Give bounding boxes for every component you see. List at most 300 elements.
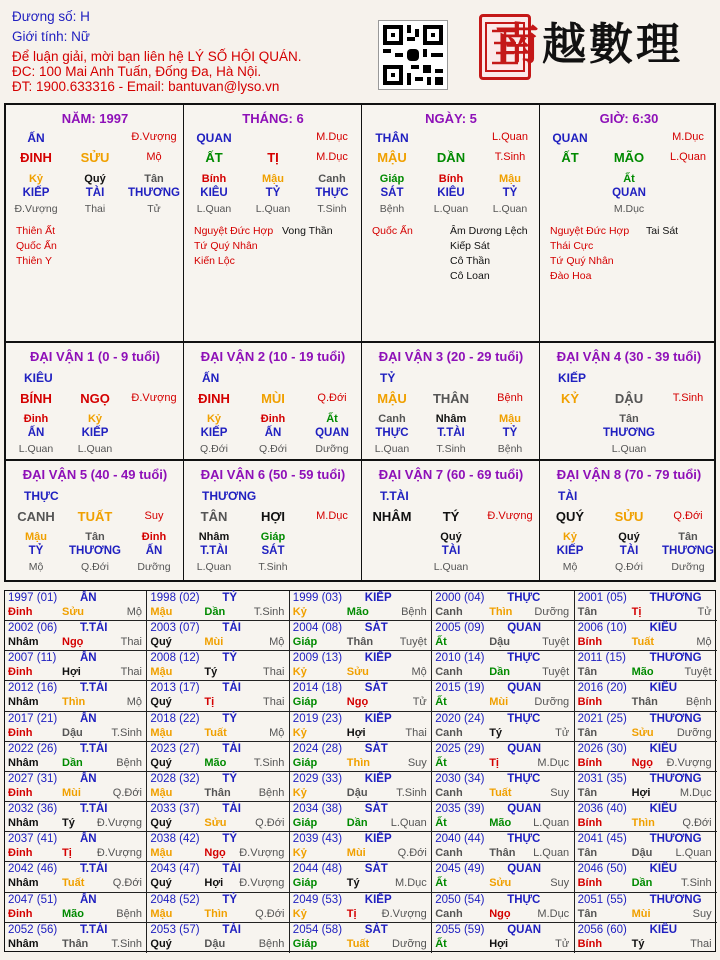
hidden-stem: Quý — [618, 531, 640, 543]
hidden-stage: Q.Đới — [200, 443, 228, 455]
hidden-stem: Tân — [85, 531, 105, 543]
year-label — [577, 682, 678, 695]
year-stage: M.Dục — [537, 907, 570, 920]
year-stem: Ất — [435, 817, 447, 830]
year-branch: Tý — [489, 726, 503, 739]
pillar-cell — [540, 105, 718, 341]
year-stem: Ất — [435, 696, 447, 709]
year-label — [150, 863, 241, 876]
year-index: 2028 (32) — [150, 772, 200, 785]
year-stem: Giáp — [292, 877, 318, 890]
year-branch: Tý — [631, 937, 645, 950]
year-stage: T.Sinh — [111, 937, 142, 950]
year-stage: T.Sinh — [681, 877, 712, 890]
year-label — [435, 682, 542, 695]
year-branch: Dậu — [204, 937, 226, 950]
annual-cell — [147, 923, 289, 953]
year-stem: Mậu — [150, 786, 173, 799]
year-label — [292, 652, 392, 665]
year-stage: Dưỡng — [676, 726, 712, 739]
column-title: THÁNG: 6 — [242, 111, 304, 126]
stem-god: T.TÀI — [380, 489, 409, 503]
annual-cell — [290, 923, 432, 953]
contact-address: ĐC: 100 Mai Anh Tuấn, Đống Đa, Hà Nội. — [12, 64, 262, 79]
year-index: 2027 (31) — [8, 772, 58, 785]
year-stage: Mộ — [411, 666, 427, 679]
year-branch: Tị — [631, 606, 642, 618]
hidden-stage: L.Quan — [492, 203, 528, 215]
year-index: 2015 (19) — [435, 682, 485, 695]
stem-god: THƯƠNG — [202, 489, 257, 503]
hidden-stem: Tân — [619, 413, 639, 425]
year-stem: Đinh — [8, 726, 33, 739]
hidden-stem: Giáp — [260, 531, 286, 543]
year-stem: Bính — [577, 636, 603, 649]
heavenly-stem: KỶ — [560, 391, 580, 406]
year-branch: Dậu — [346, 786, 368, 799]
year-stem: Nhâm — [8, 877, 39, 890]
year-god: SÁT — [364, 863, 388, 876]
year-god: TỶ — [222, 592, 238, 604]
dai-van-cell — [184, 461, 362, 580]
earthly-branch: TUẤT — [77, 509, 113, 524]
annual-cell — [575, 621, 717, 651]
year-index: 2012 (16) — [8, 682, 58, 695]
hidden-god: KIẾP — [200, 427, 228, 439]
year-stage: L.Quan — [675, 847, 712, 860]
year-stem: Bính — [577, 817, 603, 830]
year-branch: Dậu — [62, 726, 83, 739]
earthly-branch: NGỌ — [80, 391, 110, 406]
annual-cell — [432, 621, 574, 651]
year-stem: Canh — [435, 847, 463, 860]
year-label — [577, 622, 678, 635]
hidden-god: THƯƠNG — [662, 545, 714, 557]
year-label — [292, 803, 388, 816]
year-stage: Bệnh — [401, 606, 427, 618]
hidden-god: TỶ — [502, 427, 518, 439]
heavenly-stem: ẤT — [205, 150, 223, 165]
annual-cell — [5, 712, 147, 742]
annual-cell — [290, 681, 432, 711]
person-gender: Giới tính: Nữ — [12, 29, 90, 44]
year-label — [435, 923, 542, 936]
contact-phone-email[interactable]: ĐT: 1900.633316 - Email: bantuvan@lyso.vn — [12, 79, 280, 94]
annual-cell — [147, 651, 289, 681]
annual-cell — [575, 742, 717, 772]
year-label — [150, 682, 241, 695]
year-index: 2044 (48) — [292, 863, 343, 876]
hidden-god: SÁT — [261, 545, 285, 557]
hidden-stem: Nhâm — [435, 413, 467, 425]
year-stem: Canh — [435, 726, 463, 739]
hidden-stem: Kỷ — [87, 413, 103, 425]
year-stem: Mậu — [150, 907, 173, 920]
year-god: SÁT — [364, 803, 388, 816]
year-index: 2053 (57) — [150, 923, 200, 936]
dai-van-cell — [184, 343, 362, 459]
hidden-stage: Q.Đới — [615, 561, 643, 573]
year-index: 2020 (24) — [435, 712, 485, 725]
annual-cell — [147, 591, 289, 621]
year-branch: Mão — [631, 666, 654, 679]
year-god: ẤN — [80, 712, 97, 725]
year-stage: Thai — [120, 666, 142, 679]
annual-cell — [290, 712, 432, 742]
year-stem: Tân — [577, 726, 598, 739]
star-name: Thiên Ất — [16, 225, 56, 237]
year-god: SÁT — [364, 622, 388, 635]
year-stage: Thai — [405, 726, 427, 739]
year-branch: Tý — [346, 877, 360, 890]
annual-cell — [147, 862, 289, 892]
year-index: 2024 (28) — [292, 742, 343, 755]
year-stem: Giáp — [292, 817, 318, 830]
year-index: 2043 (47) — [150, 863, 200, 876]
annual-cell — [147, 712, 289, 742]
year-branch: Mão — [346, 606, 369, 618]
year-god: ẤN — [80, 772, 97, 785]
annual-cell — [5, 832, 147, 862]
year-branch: Thìn — [62, 696, 86, 709]
annual-cell — [147, 621, 289, 651]
year-index: 2029 (33) — [292, 772, 343, 785]
year-stem: Tân — [577, 666, 598, 679]
qr-code-icon[interactable] — [378, 20, 448, 90]
pillar-cell — [362, 105, 540, 341]
year-stage: Tuyệt — [399, 636, 427, 649]
hidden-stage: Thai — [84, 203, 106, 215]
year-branch: Tuất — [631, 636, 654, 649]
heavenly-stem: MẬU — [377, 391, 407, 406]
year-label — [150, 772, 238, 785]
year-stem: Ất — [435, 937, 447, 950]
hidden-god: THỰC — [315, 187, 349, 199]
year-stem: Nhâm — [8, 636, 39, 649]
star-name: Tứ Quý Nhân — [550, 255, 614, 267]
annual-cell — [5, 591, 147, 621]
star-name: Kiến Lộc — [194, 255, 235, 267]
dai-van-cell — [362, 343, 540, 459]
year-branch: Hợi — [62, 666, 81, 679]
annual-cell — [575, 802, 717, 832]
year-stem: Kỷ — [292, 907, 307, 920]
year-stem: Quý — [150, 937, 172, 950]
year-stage: Đ.Vượng — [239, 847, 285, 860]
hidden-stage: Bệnh — [379, 203, 405, 215]
annual-cell — [290, 802, 432, 832]
year-branch: Sửu — [489, 877, 512, 890]
column-title: ĐẠI VẬN 1 (0 - 9 tuổi) — [29, 349, 161, 364]
year-label — [577, 592, 702, 604]
year-index: 2033 (37) — [150, 803, 200, 816]
hidden-god: T.TÀI — [200, 545, 228, 557]
stem-god: THÂN — [375, 131, 409, 145]
annual-cell — [432, 802, 574, 832]
year-god: THƯƠNG — [649, 652, 702, 665]
year-god: T.TÀI — [80, 923, 108, 936]
year-index: 2013 (17) — [150, 682, 200, 695]
year-god: TÀI — [222, 682, 241, 695]
hidden-god: TỶ — [502, 187, 518, 199]
year-stage: Thai — [120, 636, 142, 649]
hidden-stage: Q.Đới — [81, 561, 109, 573]
stem-god: TÀI — [558, 489, 578, 503]
year-index: 1999 (03) — [292, 592, 343, 604]
year-god: THƯƠNG — [649, 833, 702, 846]
year-stem: Quý — [150, 636, 172, 649]
year-stem: Giáp — [292, 756, 318, 769]
annual-cell — [575, 832, 717, 862]
year-stage: Suy — [692, 907, 712, 920]
star-name: Nguyệt Đức Hợp — [550, 225, 630, 237]
life-stage: M.Dục — [316, 510, 348, 522]
year-stem: Nhâm — [8, 756, 39, 769]
heavenly-stem: BÍNH — [20, 391, 52, 406]
year-stem: Giáp — [292, 696, 318, 709]
year-god: QUAN — [507, 682, 542, 695]
life-stage: Q.Đới — [673, 510, 703, 522]
year-index: 2007 (11) — [8, 652, 57, 665]
year-stage: Tuyệt — [684, 666, 712, 679]
hidden-stem: Mậu — [499, 413, 521, 425]
year-label — [292, 893, 392, 906]
star-name: Vong Thần — [282, 225, 333, 237]
annual-cell — [290, 742, 432, 772]
year-branch: Dậu — [489, 636, 510, 649]
year-branch: Mão — [489, 817, 512, 830]
year-branch: Tý — [204, 666, 218, 679]
hidden-stage: M.Dục — [613, 203, 645, 215]
year-label — [577, 923, 678, 936]
year-index: 2004 (08) — [292, 622, 343, 635]
life-stage: Mộ — [146, 151, 162, 163]
year-index: 2017 (21) — [8, 712, 58, 725]
year-label — [577, 772, 702, 785]
year-label — [435, 893, 541, 906]
year-stage: Q.Đới — [255, 907, 285, 920]
annual-cell — [290, 893, 432, 923]
year-god: SÁT — [364, 923, 388, 936]
year-label — [435, 742, 542, 755]
year-stage: Q.Đới — [682, 817, 712, 830]
year-index: 2032 (36) — [8, 803, 58, 816]
year-branch: Mão — [204, 756, 227, 769]
star-name: Nguyệt Đức Hợp — [194, 225, 274, 237]
annual-cell — [5, 802, 147, 832]
column-title: ĐẠI VẬN 6 (50 - 59 tuổi) — [200, 467, 346, 482]
hidden-stage: L.Quan — [374, 443, 410, 455]
hidden-god: KIẾP — [22, 187, 50, 199]
year-label — [435, 863, 542, 876]
year-label — [435, 803, 542, 816]
hidden-stage: Đ.Vượng — [14, 203, 58, 215]
year-branch: Hợi — [204, 877, 224, 890]
year-index: 2052 (56) — [8, 923, 58, 936]
year-stage: Mộ — [269, 726, 285, 739]
hidden-stage: L.Quan — [255, 203, 291, 215]
annual-cell — [575, 923, 717, 953]
year-god: KIÊU — [649, 803, 678, 816]
hidden-stem: Mậu — [262, 173, 284, 185]
hidden-god: THƯƠNG — [69, 545, 121, 557]
year-stage: Thai — [690, 937, 712, 950]
year-stem: Kỷ — [292, 726, 307, 739]
year-index: 2038 (42) — [150, 833, 200, 846]
year-god: QUAN — [507, 923, 542, 936]
year-god: T.TÀI — [80, 803, 108, 816]
year-stem: Canh — [435, 606, 463, 618]
annual-cell — [575, 651, 717, 681]
year-label — [577, 652, 702, 665]
year-branch: Dần — [631, 877, 653, 890]
year-label — [150, 592, 238, 604]
year-stage: Mộ — [269, 636, 285, 649]
hidden-god: KIẾP — [556, 545, 584, 557]
year-branch: Tị — [62, 847, 72, 860]
hidden-stem: Tân — [678, 531, 698, 543]
life-stage: Suy — [144, 510, 164, 522]
year-stage: T.Sinh — [253, 756, 285, 769]
hidden-stem: Ất — [326, 413, 338, 425]
year-stage: Q.Đới — [112, 877, 142, 890]
branch-god: M.Dục — [672, 131, 704, 143]
annual-cell — [147, 772, 289, 802]
hidden-stage: L.Quan — [433, 561, 469, 573]
year-stage: Tử — [555, 726, 570, 739]
year-label — [577, 742, 678, 755]
life-stage: T.Sinh — [672, 392, 704, 404]
hidden-god: ẤN — [145, 545, 163, 557]
year-index: 2014 (18) — [292, 682, 343, 695]
year-index: 1997 (01) — [8, 592, 58, 604]
year-god: T.TÀI — [80, 863, 108, 876]
year-label — [577, 863, 678, 876]
star-name: Thái Cực — [550, 240, 594, 252]
year-stage: Q.Đới — [255, 817, 285, 830]
year-branch: Thân — [204, 786, 231, 799]
earthly-branch: MÃO — [613, 150, 645, 165]
star-name: Cô Loan — [450, 270, 490, 282]
year-god: T.TÀI — [80, 622, 108, 635]
hidden-god: TỶ — [28, 545, 44, 557]
star-name: Âm Dương Lệch — [450, 225, 528, 237]
year-god: KIÊU — [649, 863, 678, 876]
year-stem: Tân — [577, 847, 598, 860]
column-title: NGÀY: 5 — [425, 111, 477, 126]
earthly-branch: MÙI — [261, 391, 285, 406]
year-god: QUAN — [507, 803, 542, 816]
year-stem: Mậu — [150, 666, 173, 679]
year-stage: Đ.Vượng — [666, 756, 712, 769]
year-god: ẤN — [80, 833, 97, 846]
hidden-god: T.TÀI — [437, 427, 465, 439]
year-index: 2051 (55) — [577, 893, 627, 906]
year-index: 2000 (04) — [435, 592, 485, 604]
year-stage: Mộ — [696, 636, 712, 649]
year-god: THƯƠNG — [649, 712, 702, 725]
star-name: Đào Hoa — [550, 270, 592, 282]
hidden-stem: Kỷ — [28, 173, 44, 185]
annual-cell — [575, 591, 717, 621]
column-title: ĐẠI VẬN 7 (60 - 69 tuổi) — [378, 467, 524, 482]
year-god: T.TÀI — [80, 682, 108, 695]
year-stem: Quý — [150, 877, 172, 890]
pillar-cell — [6, 105, 184, 341]
year-god: ẤN — [80, 652, 97, 665]
stem-god: ẤN — [202, 371, 220, 385]
year-index: 1998 (02) — [150, 592, 200, 604]
dai-van-grid-2 — [4, 461, 716, 582]
hidden-stem: Đinh — [23, 413, 49, 425]
year-label — [292, 923, 388, 936]
annual-cell — [432, 591, 574, 621]
year-stem: Đinh — [8, 786, 33, 799]
life-stage: Đ.Vượng — [131, 392, 177, 404]
year-index: 2003 (07) — [150, 622, 200, 635]
year-stage: Tử — [555, 937, 570, 950]
hidden-stem: Giáp — [379, 173, 405, 185]
hidden-god: THƯƠNG — [128, 187, 180, 199]
year-stage: Đ.Vượng — [96, 817, 142, 830]
annual-cell — [5, 651, 147, 681]
year-god: ẤN — [80, 592, 97, 604]
year-god: KIẾP — [364, 592, 392, 604]
earthly-branch: TÝ — [442, 509, 460, 524]
branch-god: M.Dục — [316, 131, 348, 143]
hidden-stage: T.Sinh — [317, 203, 347, 215]
year-stage: Tuyệt — [542, 666, 570, 679]
year-branch: Mùi — [204, 636, 224, 649]
year-stage: M.Dục — [537, 756, 570, 769]
year-god: KIÊU — [649, 682, 678, 695]
year-stem: Quý — [150, 756, 172, 769]
year-branch: Mùi — [631, 907, 651, 920]
year-index: 2025 (29) — [435, 742, 485, 755]
year-god: KIẾP — [364, 893, 392, 906]
year-index: 2023 (27) — [150, 742, 200, 755]
year-branch: Thìn — [346, 756, 371, 769]
year-branch: Thân — [631, 696, 658, 709]
hidden-stage: Dưỡng — [315, 443, 349, 455]
hidden-god: QUAN — [612, 187, 646, 199]
year-branch: Dần — [62, 756, 83, 769]
annual-cell — [147, 742, 289, 772]
year-stem: Canh — [435, 907, 463, 920]
star-name: Quốc Ấn — [372, 225, 413, 237]
annual-cell — [5, 862, 147, 892]
year-god: TỶ — [222, 833, 238, 846]
header — [0, 0, 720, 100]
year-label — [8, 833, 97, 846]
year-branch: Tuất — [62, 877, 85, 890]
dai-van-cell — [362, 461, 540, 580]
hidden-stem: Mậu — [499, 173, 521, 185]
year-god: THỰC — [507, 652, 541, 665]
year-god: THỰC — [507, 893, 541, 906]
year-index: 2031 (35) — [577, 772, 627, 785]
year-god: TÀI — [222, 742, 241, 755]
year-stem: Đinh — [8, 907, 33, 920]
year-god: THƯƠNG — [649, 893, 702, 906]
life-stage: L.Quan — [669, 151, 707, 163]
year-god: THƯƠNG — [649, 772, 702, 785]
year-branch: Hợi — [631, 786, 651, 799]
hidden-stem: Mậu — [25, 531, 47, 543]
hidden-god: QUAN — [315, 427, 349, 439]
year-label — [577, 803, 678, 816]
hidden-stem: Kỷ — [562, 531, 578, 543]
